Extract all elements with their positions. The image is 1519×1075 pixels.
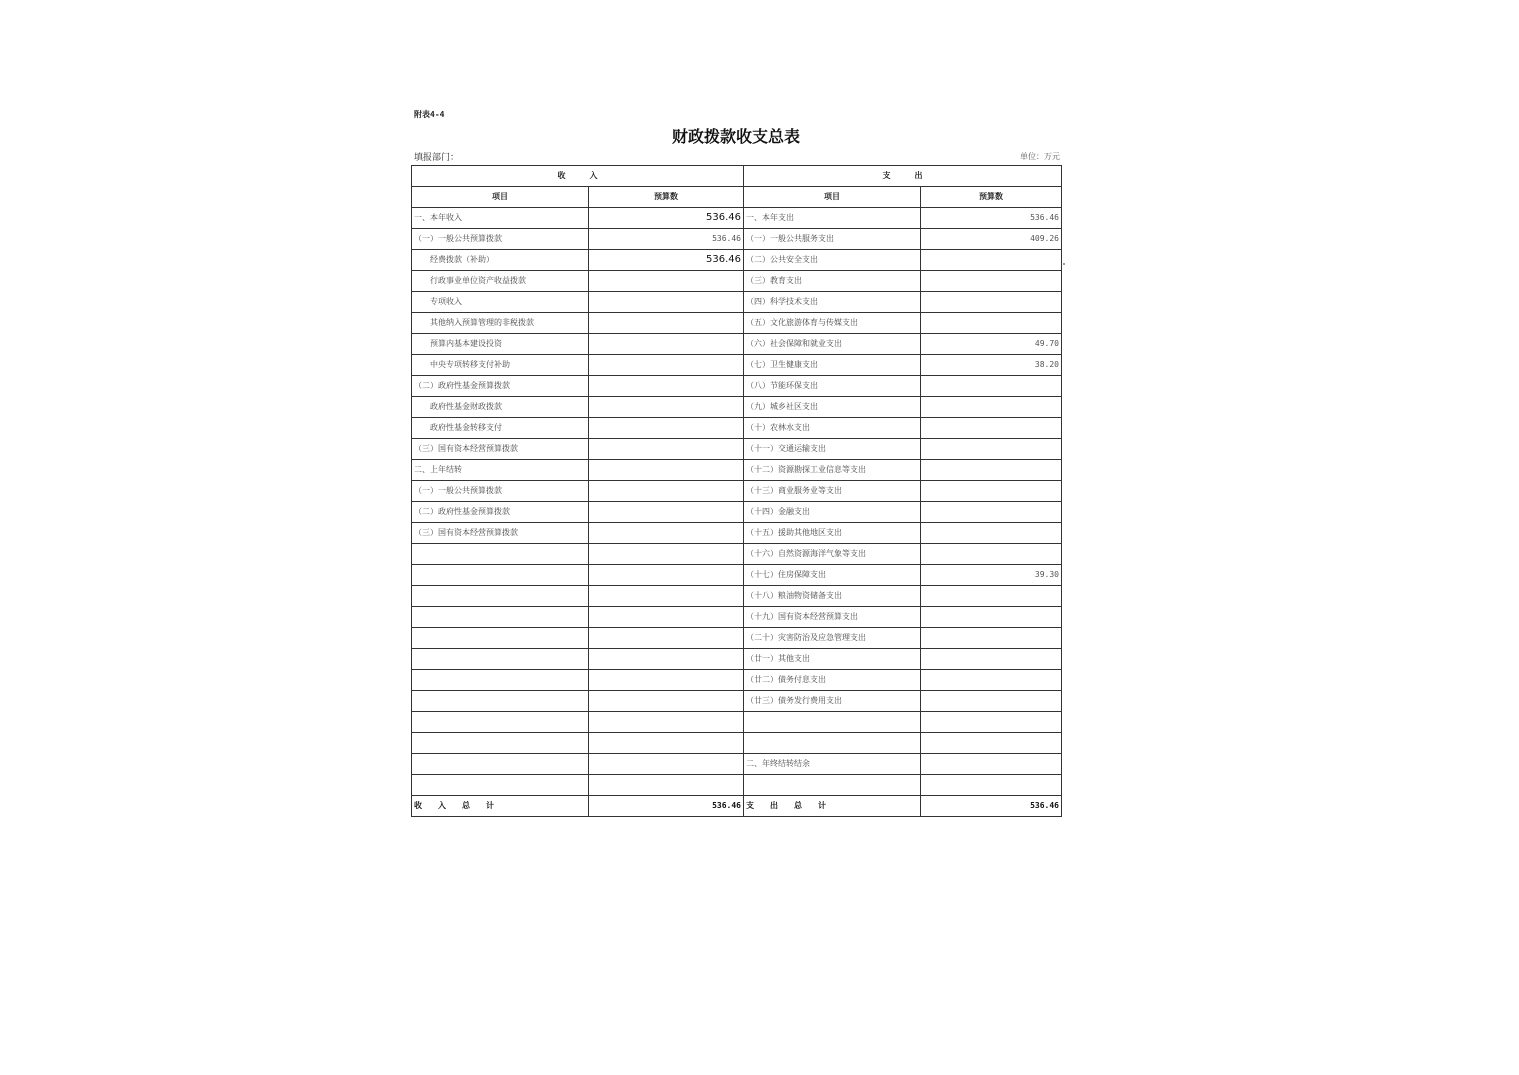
expense-value-cell: 409.26 [921, 229, 1062, 250]
expense-value-cell: 536.46 [921, 208, 1062, 229]
income-item-cell [412, 607, 589, 628]
income-value-cell [589, 649, 744, 670]
income-item-cell: 经费拨款（补助） [412, 250, 589, 271]
expense-item-cell: （二十）灾害防治及应急管理支出 [744, 628, 921, 649]
table-row [412, 670, 1062, 691]
income-value-cell [589, 313, 744, 334]
income-value-cell [589, 754, 744, 775]
table-row [412, 523, 1062, 544]
income-value-cell [589, 397, 744, 418]
income-value-cell [589, 334, 744, 355]
expense-value-cell [921, 313, 1062, 334]
income-item-cell: （三）国有资本经营预算拨款 [412, 523, 589, 544]
expense-item-cell: （七）卫生健康支出 [744, 355, 921, 376]
expense-item-cell: （十一）交通运输支出 [744, 439, 921, 460]
budget-table [411, 165, 1062, 817]
income-item-cell [412, 733, 589, 754]
expense-item-cell: （三）教育支出 [744, 271, 921, 292]
expense-item-cell: （十四）金融支出 [744, 502, 921, 523]
income-item-cell: （一）一般公共预算拨款 [412, 481, 589, 502]
income-value-cell [589, 544, 744, 565]
department-label: 填报部门： [414, 153, 460, 163]
expense-value-cell: 38.20 [921, 355, 1062, 376]
income-value-cell [589, 439, 744, 460]
table-row [412, 481, 1062, 502]
expense-item-cell: （五）文化旅游体育与传媒支出 [744, 313, 921, 334]
expense-value-cell [921, 376, 1062, 397]
expense-value-cell [921, 250, 1062, 271]
expense-item-cell: （九）城乡社区支出 [744, 397, 921, 418]
expense-value-cell [921, 649, 1062, 670]
table-row [412, 502, 1062, 523]
income-value-cell [589, 355, 744, 376]
table-row [412, 439, 1062, 460]
income-item-cell: 其他纳入预算管理的非税拨款 [412, 313, 589, 334]
income-item-cell [412, 628, 589, 649]
income-value-cell [589, 691, 744, 712]
income-header: 收 入 [412, 166, 744, 187]
table-row [412, 775, 1062, 796]
page-title: 财政拨款收支总表 [671, 127, 800, 146]
expense-value-cell [921, 397, 1062, 418]
income-value-cell [589, 460, 744, 481]
stray-mark [1063, 263, 1065, 265]
income-value-cell [589, 607, 744, 628]
expense-item-cell: 一、本年支出 [744, 208, 921, 229]
expense-value-cell [921, 418, 1062, 439]
expense-value-cell [921, 544, 1062, 565]
unit-label: 单位：万元 [1020, 152, 1060, 161]
income-value-cell: 536.46 [589, 208, 744, 229]
expense-item-cell: （二）公共安全支出 [744, 250, 921, 271]
expense-value-cell [921, 523, 1062, 544]
expense-value-cell [921, 460, 1062, 481]
income-value-cell [589, 670, 744, 691]
income-item-cell: 中央专项转移支付补助 [412, 355, 589, 376]
expense-item-cell: （十八）粮油物资储备支出 [744, 586, 921, 607]
table-row [412, 418, 1062, 439]
table-row [412, 355, 1062, 376]
income-value-cell [589, 523, 744, 544]
income-item-cell [412, 649, 589, 670]
income-item-cell [412, 586, 589, 607]
income-value-cell [589, 712, 744, 733]
expense-value-cell [921, 481, 1062, 502]
income-total-value: 536.46 [589, 796, 744, 817]
income-item-cell [412, 565, 589, 586]
income-item-cell [412, 670, 589, 691]
table-row [412, 565, 1062, 586]
expense-item-cell: （一）一般公共服务支出 [744, 229, 921, 250]
expense-item-cell: （十二）资源勘探工业信息等支出 [744, 460, 921, 481]
income-item-cell [412, 691, 589, 712]
income-item-cell: 专项收入 [412, 292, 589, 313]
table-row [412, 586, 1062, 607]
expense-value-cell: 39.30 [921, 565, 1062, 586]
income-total-label: 收 入 总 计 [412, 796, 589, 817]
table-row [412, 250, 1062, 271]
table-row [412, 334, 1062, 355]
income-value-cell [589, 775, 744, 796]
expense-item-cell: （四）科学技术支出 [744, 292, 921, 313]
income-item-cell: 政府性基金转移支付 [412, 418, 589, 439]
income-item-cell [412, 712, 589, 733]
income-item-cell [412, 775, 589, 796]
expense-item-cell [744, 712, 921, 733]
income-value-cell [589, 271, 744, 292]
expense-item-header: 项目 [744, 187, 921, 208]
expense-value-cell [921, 586, 1062, 607]
income-budget-header: 预算数 [589, 187, 744, 208]
expense-item-cell: （廿三）债务发行费用支出 [744, 691, 921, 712]
income-value-cell [589, 733, 744, 754]
expense-value-cell [921, 628, 1062, 649]
expense-item-cell: （八）节能环保支出 [744, 376, 921, 397]
income-item-cell: 预算内基本建设投资 [412, 334, 589, 355]
expense-item-cell: 二、年终结转结余 [744, 754, 921, 775]
income-item-cell: 二、上年结转 [412, 460, 589, 481]
income-value-cell [589, 292, 744, 313]
income-value-cell [589, 628, 744, 649]
expense-item-cell: （十六）自然资源海洋气象等支出 [744, 544, 921, 565]
expense-value-cell [921, 439, 1062, 460]
expense-item-cell: （十三）商业服务业等支出 [744, 481, 921, 502]
expense-item-cell: （十九）国有资本经营预算支出 [744, 607, 921, 628]
expense-header: 支 出 [744, 166, 1062, 187]
expense-value-cell [921, 670, 1062, 691]
expense-total-value: 536.46 [921, 796, 1062, 817]
expense-value-cell [921, 775, 1062, 796]
appendix-label: 附表4-4 [414, 110, 445, 119]
income-value-cell [589, 565, 744, 586]
table-row [412, 229, 1062, 250]
table-row [412, 691, 1062, 712]
table-row [412, 607, 1062, 628]
income-item-cell: 一、本年收入 [412, 208, 589, 229]
table-row [412, 292, 1062, 313]
income-item-cell: 政府性基金财政拨款 [412, 397, 589, 418]
expense-item-cell [744, 775, 921, 796]
table-row [412, 733, 1062, 754]
table-row [412, 712, 1062, 733]
expense-item-cell [744, 733, 921, 754]
expense-value-cell [921, 733, 1062, 754]
table-row [412, 271, 1062, 292]
table-row [412, 754, 1062, 775]
table-row [412, 628, 1062, 649]
income-value-cell [589, 481, 744, 502]
expense-item-cell: （廿一）其他支出 [744, 649, 921, 670]
income-item-cell: （二）政府性基金预算拨款 [412, 502, 589, 523]
table-row [412, 208, 1062, 229]
income-item-cell [412, 754, 589, 775]
expense-value-cell [921, 502, 1062, 523]
expense-item-cell: （廿二）债务付息支出 [744, 670, 921, 691]
table-row [412, 376, 1062, 397]
expense-value-cell [921, 271, 1062, 292]
expense-item-cell: （六）社会保障和就业支出 [744, 334, 921, 355]
expense-value-cell [921, 712, 1062, 733]
table-row [412, 649, 1062, 670]
income-item-header: 项目 [412, 187, 589, 208]
income-item-cell: （三）国有资本经营预算拨款 [412, 439, 589, 460]
table-body [412, 208, 1062, 796]
expense-total-label: 支 出 总 计 [744, 796, 921, 817]
income-value-cell [589, 502, 744, 523]
income-value-cell [589, 586, 744, 607]
income-value-cell: 536.46 [589, 229, 744, 250]
expense-item-cell: （十七）住房保障支出 [744, 565, 921, 586]
table-row [412, 460, 1062, 481]
section-header-row [412, 166, 1062, 187]
expense-item-cell: （十）农林水支出 [744, 418, 921, 439]
income-value-cell [589, 376, 744, 397]
income-item-cell: 行政事业单位资产收益拨款 [412, 271, 589, 292]
expense-value-cell [921, 607, 1062, 628]
table-row [412, 397, 1062, 418]
expense-value-cell [921, 691, 1062, 712]
expense-value-cell [921, 292, 1062, 313]
income-value-cell [589, 418, 744, 439]
totals-row [412, 796, 1062, 817]
expense-budget-header: 预算数 [921, 187, 1062, 208]
table-row [412, 544, 1062, 565]
income-item-cell: （二）政府性基金预算拨款 [412, 376, 589, 397]
expense-value-cell [921, 754, 1062, 775]
income-item-cell: （一）一般公共预算拨款 [412, 229, 589, 250]
income-value-cell: 536.46 [589, 250, 744, 271]
expense-item-cell: （十五）援助其他地区支出 [744, 523, 921, 544]
table-row [412, 313, 1062, 334]
expense-value-cell: 49.70 [921, 334, 1062, 355]
column-header-row [412, 187, 1062, 208]
income-item-cell [412, 544, 589, 565]
